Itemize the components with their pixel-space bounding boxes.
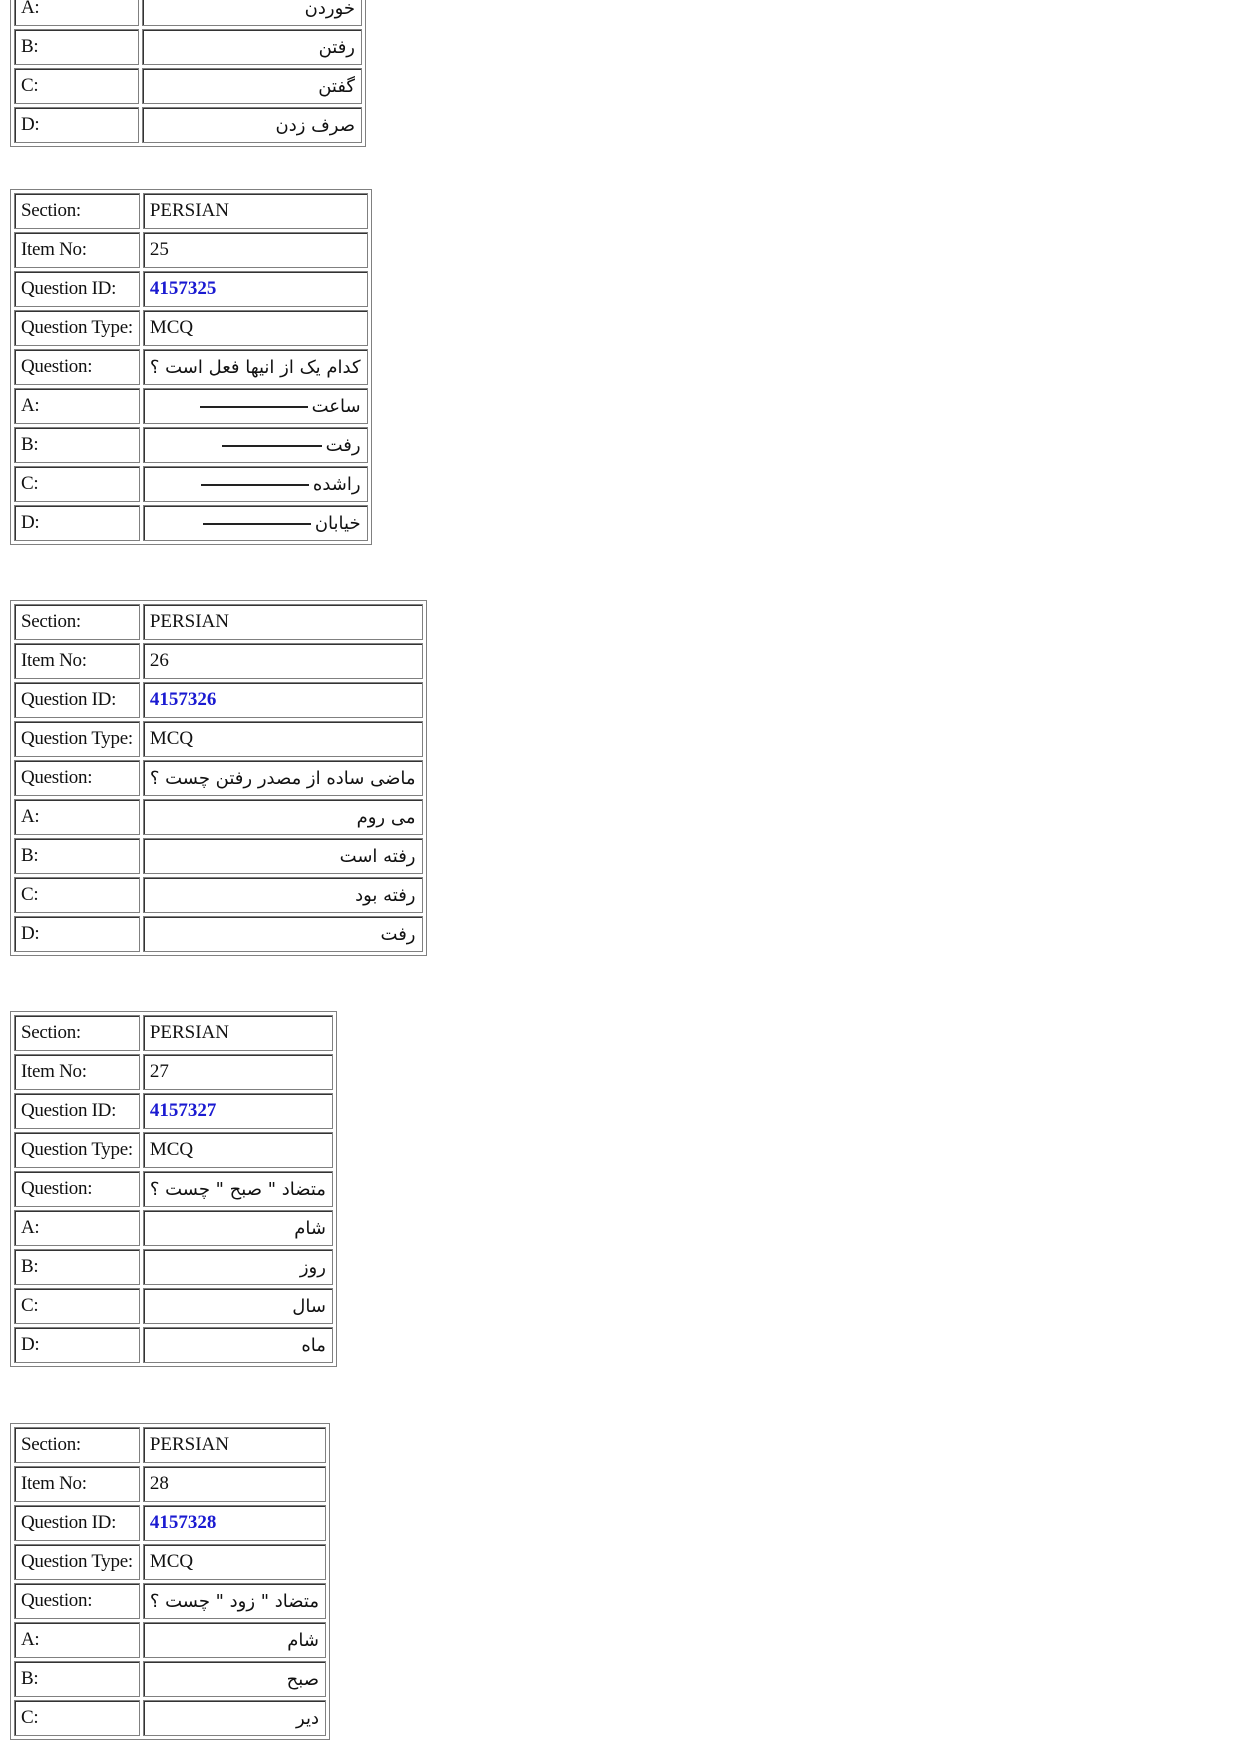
- question-type-value: MCQ: [143, 310, 368, 346]
- question-table: [10, 189, 372, 545]
- option-b-cell: [143, 427, 368, 463]
- row-b: [14, 29, 362, 65]
- option-a: ساعت: [311, 395, 361, 417]
- option-d: ماه: [143, 1327, 333, 1363]
- label-question: Question:: [14, 1171, 140, 1207]
- label-section: Section:: [14, 1427, 140, 1463]
- question-text: کدام یک از انیها فعل است ؟: [143, 349, 368, 385]
- label-a: A:: [14, 1622, 140, 1658]
- label-c: C:: [14, 877, 140, 913]
- label-c: C:: [14, 1700, 140, 1736]
- question-id-value: 4157326: [143, 682, 423, 718]
- item-no-value: 27: [143, 1054, 333, 1090]
- label-a: A:: [14, 799, 140, 835]
- option-b: رفت: [325, 434, 361, 456]
- label-question: Question:: [14, 760, 140, 796]
- label-d: D:: [14, 107, 139, 143]
- option-c: دیر: [143, 1700, 326, 1736]
- label-item-no: Item No:: [14, 1466, 140, 1502]
- option-b: رفته است: [143, 838, 423, 874]
- question-block-25: [10, 189, 372, 545]
- label-section: Section:: [14, 1015, 140, 1051]
- question-id-value: 4157325: [143, 271, 368, 307]
- option-d: رفت: [143, 916, 423, 952]
- option-c-cell: [143, 466, 368, 502]
- question-type-value: MCQ: [143, 721, 423, 757]
- item-no-value: 28: [143, 1466, 326, 1502]
- label-d: D:: [14, 505, 140, 541]
- label-question: Question:: [14, 1583, 140, 1619]
- question-block-26: [10, 600, 427, 956]
- label-c: C:: [14, 466, 140, 502]
- label-question-id: Question ID:: [14, 1093, 140, 1129]
- question-text: متضاد " صبح " چست ؟: [143, 1171, 333, 1207]
- question-table: [10, 600, 427, 956]
- option-c: رفته بود: [143, 877, 423, 913]
- label-question-id: Question ID:: [14, 1505, 140, 1541]
- question-text: متضاد " زود " چست ؟: [143, 1583, 326, 1619]
- option-b: صبح: [143, 1661, 326, 1697]
- option-d-cell: [143, 505, 368, 541]
- question-block-27: [10, 1011, 337, 1367]
- label-d: D:: [14, 916, 140, 952]
- option-c: راشده: [312, 473, 361, 495]
- section-value: PERSIAN: [143, 193, 368, 229]
- label-d: D:: [14, 1327, 140, 1363]
- blank-line: [203, 523, 311, 525]
- label-b: B:: [14, 1249, 140, 1285]
- question-block-28: [10, 1423, 330, 1740]
- option-c: گفتن: [142, 68, 362, 104]
- label-question: Question:: [14, 349, 140, 385]
- label-b: B:: [14, 427, 140, 463]
- blank-line: [201, 484, 309, 486]
- question-id-value: 4157328: [143, 1505, 326, 1541]
- option-b: روز: [143, 1249, 333, 1285]
- option-a: خوردن: [142, 0, 362, 26]
- item-no-value: 25: [143, 232, 368, 268]
- question-type-value: MCQ: [143, 1544, 326, 1580]
- label-c: C:: [14, 68, 139, 104]
- label-a: A:: [14, 0, 139, 26]
- label-item-no: Item No:: [14, 1054, 140, 1090]
- item-no-value: 26: [143, 643, 423, 679]
- label-a: A:: [14, 1210, 140, 1246]
- option-b: رفتن: [142, 29, 362, 65]
- question-type-value: MCQ: [143, 1132, 333, 1168]
- label-b: B:: [14, 838, 140, 874]
- section-value: PERSIAN: [143, 604, 423, 640]
- option-d: خیابان: [314, 512, 361, 534]
- label-b: B:: [14, 1661, 140, 1697]
- question-table: [10, 1011, 337, 1367]
- label-b: B:: [14, 29, 139, 65]
- option-d: صرف زدن: [142, 107, 362, 143]
- row-d: [14, 107, 362, 143]
- section-value: PERSIAN: [143, 1427, 326, 1463]
- label-question-type: Question Type:: [14, 1544, 140, 1580]
- label-section: Section:: [14, 193, 140, 229]
- label-c: C:: [14, 1288, 140, 1324]
- option-a-cell: [143, 388, 368, 424]
- blank-line: [222, 445, 322, 447]
- section-value: PERSIAN: [143, 1015, 333, 1051]
- label-question-type: Question Type:: [14, 721, 140, 757]
- blank-line: [200, 406, 308, 408]
- question-text: ماضی ساده از مصدر رفتن چست ؟: [143, 760, 423, 796]
- question-block-prev: [10, 0, 366, 147]
- option-a: شام: [143, 1622, 326, 1658]
- option-a: شام: [143, 1210, 333, 1246]
- label-item-no: Item No:: [14, 232, 140, 268]
- question-table: [10, 0, 366, 147]
- label-item-no: Item No:: [14, 643, 140, 679]
- option-c: سال: [143, 1288, 333, 1324]
- row-a: [14, 0, 362, 26]
- label-question-type: Question Type:: [14, 310, 140, 346]
- label-section: Section:: [14, 604, 140, 640]
- option-a: می روم: [143, 799, 423, 835]
- label-a: A:: [14, 388, 140, 424]
- question-table: [10, 1423, 330, 1740]
- question-id-value: 4157327: [143, 1093, 333, 1129]
- label-question-type: Question Type:: [14, 1132, 140, 1168]
- label-question-id: Question ID:: [14, 682, 140, 718]
- row-c: [14, 68, 362, 104]
- label-question-id: Question ID:: [14, 271, 140, 307]
